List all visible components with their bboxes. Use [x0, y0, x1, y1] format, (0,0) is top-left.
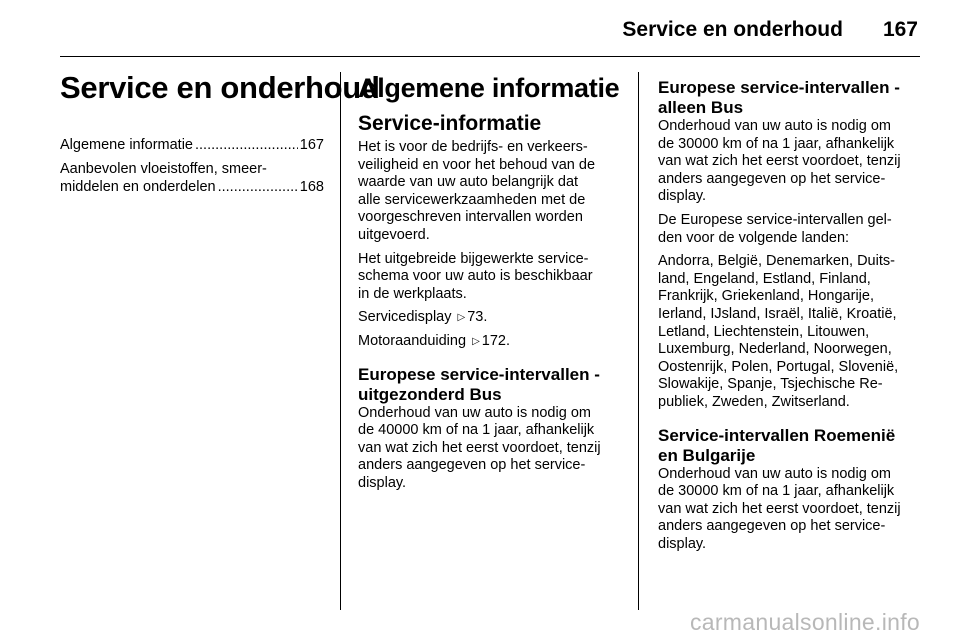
reference-page: 172. — [481, 332, 510, 349]
heading-line: uitgezonderd Bus — [358, 384, 502, 404]
text-line: Luxemburg, Nederland, Noorwegen, — [658, 341, 892, 358]
paragraph — [658, 118, 924, 206]
text-line: land, Engeland, Estland, Finland, — [658, 270, 871, 287]
column-toc — [60, 62, 380, 202]
cross-reference[interactable] — [358, 333, 624, 351]
cross-reference[interactable] — [358, 309, 624, 327]
text-line: Slowakije, Spanje, Tsjechische Re- — [658, 376, 883, 393]
paragraph — [358, 251, 624, 304]
reference-page: 73. — [467, 309, 488, 326]
column-divider-2 — [638, 72, 639, 610]
triangle-right-icon: ▷ — [472, 335, 480, 347]
paragraph — [658, 466, 924, 554]
text-line: anders aangegeven op het service- — [658, 518, 886, 535]
text-line: van wat zich het eerst voordoet, tenzij — [358, 439, 601, 456]
toc-row — [60, 178, 324, 196]
watermark: carmanualsonline.info — [689, 609, 920, 635]
text-line: Onderhoud van uw auto is nodig om — [358, 404, 591, 421]
text-line: Ierland, IJsland, Israël, Italië, Kroatië, — [658, 305, 897, 322]
text-line: anders aangegeven op het service- — [658, 170, 886, 187]
text-line: display. — [658, 188, 707, 205]
text-line: Het is voor de bedrijfs- en verkeers- — [358, 139, 588, 155]
reference-text: Motoraanduiding — [358, 332, 467, 349]
text-line: alle servicewerkzaamheden met de — [358, 191, 586, 208]
page-number: 167 — [882, 18, 918, 41]
text-line: Letland, Liechtenstein, Litouwen, — [658, 323, 870, 340]
reference-text: Servicedisplay — [358, 309, 452, 326]
paragraph — [358, 139, 624, 245]
text-line: Oostenrijk, Polen, Portugal, Slovenië, — [658, 358, 899, 375]
toc-row — [60, 136, 324, 154]
text-line: den voor de volgende landen: — [658, 229, 850, 246]
toc-entry-label: middelen en onderdelen — [60, 179, 216, 195]
toc-entry-page: 168 — [299, 179, 324, 195]
header-rule — [60, 56, 920, 57]
heading-line: en Bulgarije — [658, 445, 756, 465]
text-line: anders aangegeven op het service- — [358, 457, 586, 474]
heading-line: Service-intervallen Roemenië — [658, 425, 896, 445]
section-title: Algemene informatie — [358, 73, 620, 103]
heading-line: alleen Bus — [658, 98, 744, 117]
column-general-info — [358, 62, 624, 499]
subsection-title: Service-informatie — [358, 112, 542, 135]
text-line: de 40000 km of na 1 jaar, afhankelijk — [358, 422, 595, 439]
toc-entry-label: Algemene informatie — [60, 137, 193, 153]
text-line: de 30000 km of na 1 jaar, afhankelijk — [658, 483, 895, 500]
country-list — [658, 253, 924, 411]
text-line: schema voor uw auto is beschikbaar — [358, 268, 593, 285]
text-line: van wat zich het eerst voordoet, tenzij — [658, 500, 901, 517]
triangle-right-icon: ▷ — [457, 312, 466, 324]
heading-line: Europese service-intervallen - — [358, 364, 600, 384]
paragraph — [358, 405, 624, 493]
text-line: Andorra, België, Denemarken, Duits- — [658, 253, 895, 270]
section-heading — [358, 365, 624, 405]
text-line: voorgeschreven intervallen worden — [358, 209, 583, 226]
toc-leader-dots — [195, 136, 298, 154]
header-title: Service en onderhoud — [622, 18, 843, 41]
toc-entry-line: Aanbevolen vloeistoffen, smeer- — [60, 161, 267, 177]
toc-entry-page: 167 — [299, 137, 324, 153]
text-line: uitgevoerd. — [358, 226, 430, 243]
text-line: veiligheid en voor het behoud van de — [358, 156, 596, 173]
text-line: De Europese service-intervallen gel- — [658, 211, 892, 228]
text-line: Onderhoud van uw auto is nodig om — [658, 465, 891, 482]
section-heading — [658, 78, 924, 118]
section-europe-excl-bus — [358, 365, 624, 493]
text-line: in de werkplaats. — [358, 285, 467, 302]
text-line: de 30000 km of na 1 jaar, afhankelijk — [658, 135, 895, 152]
section-europe-bus-only — [658, 78, 924, 412]
text-line: waarde van uw auto belangrijk dat — [358, 174, 579, 191]
text-line: display. — [658, 535, 707, 552]
section-heading — [658, 426, 924, 466]
text-line: Onderhoud van uw auto is nodig om — [658, 118, 891, 134]
chapter-title: Service en onderhoud — [60, 70, 380, 105]
text-line: publiek, Zweden, Zwitserland. — [658, 393, 850, 410]
text-line: Het uitgebreide bijgewerkte service- — [358, 250, 589, 267]
column-divider-1 — [340, 72, 341, 610]
text-line: van wat zich het eerst voordoet, tenzij — [658, 153, 901, 170]
text-line: display. — [358, 474, 407, 491]
section-romania-bulgaria — [658, 426, 924, 554]
toc-leader-dots — [218, 178, 298, 196]
paragraph — [658, 212, 924, 247]
column-service-intervals — [658, 62, 924, 559]
running-header — [60, 18, 918, 42]
text-line: Frankrijk, Griekenland, Hongarije, — [658, 288, 874, 305]
toc-item[interactable] — [60, 160, 324, 196]
toc-item[interactable] — [60, 136, 324, 154]
heading-line: Europese service-intervallen - — [658, 78, 900, 97]
